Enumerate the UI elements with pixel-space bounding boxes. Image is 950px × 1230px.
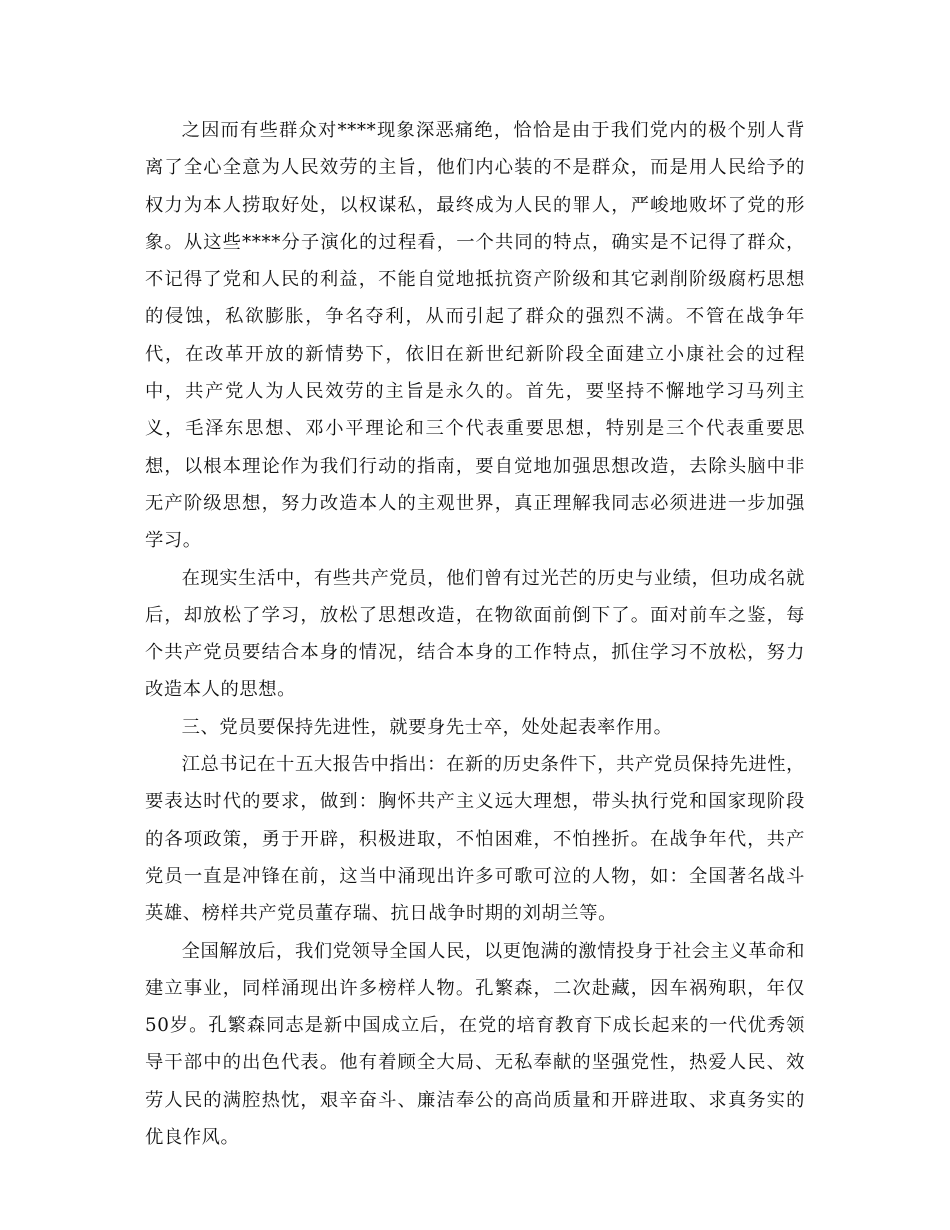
document-body	[145, 112, 805, 1156]
paragraph: 在现实生活中，有些共产党员，他们曾有过光芒的历史与业绩，但功成名就后，却放松了学习，放松了思想改造，在物欲面前倒下了。面对前车之鉴，每个共产党员要结合本身的情况，结合本身的工作特点，抓住学习不放松，努力改造本人的思想。	[145, 567, 805, 701]
section-heading: 三、党员要保持先进性，就要身先士卒，处处起表率作用。	[181, 716, 673, 738]
paragraph: 全国解放后，我们党领导全国人民，以更饱满的激情投身于社会主义革命和建立事业，同样涌现出许多榜样人物。孔繁森，二次赴藏，因车祸殉职，年仅50岁。孔繁森同志是新中国成立后，在党的培育教育下成长起来的一代优秀领导干部中的出色代表。他有着顾全大局、无私奉献的坚强党性，热爱人民、效劳人民的满腔热忱，艰辛奋斗、廉洁奉公的高尚质量和开辟进取、求真务实的优良作风。	[145, 940, 805, 1149]
paragraph: 之因而有些群众对****现象深恶痛绝，恰恰是由于我们党内的极个别人背离了全心全意为人民效劳的主旨，他们内心装的不是群众，而是用人民给予的权力为本人捞取好处，以权谋私，最终成为人民的罪人，严峻地败坏了党的形象。从这些****分子演化的过程看，一个共同的特点，确实是不记得了群众，不记得了党和人民的利益，不能自觉地抵抗资产阶级和其它剥削阶级腐朽思想的侵蚀，私欲膨胀，争名夺利，从而引起了群众的强烈不满。不管在战争年代，在改革开放的新情势下，依旧在新世纪新阶段全面建立小康社会的过程中，共产党人为人民效劳的主旨是永久的。首先，要坚持不懈地学习马列主义，毛泽东思想、邓小平理论和三个代表重要思想，特别是三个代表重要思想，以根本理论作为我们行动的指南，要自觉地加强思想改造，去除头脑中非无产阶级思想，努力改造本人的主观世界，真正理解我同志必须进进一步加强学习。	[145, 120, 805, 552]
paragraph: 江总书记在十五大报告中指出：在新的历史条件下，共产党员保持先进性，要表达时代的要求，做到：胸怀共产主义远大理想，带头执行党和国家现阶段的各项政策，勇于开辟，积极进取，不怕困难，不怕挫折。在战争年代，共产党员一直是冲锋在前，这当中涌现出许多可歌可泣的人物，如：全国著名战斗英雄、榜样共产党员董存瑞、抗日战争时期的刘胡兰等。	[145, 754, 805, 925]
